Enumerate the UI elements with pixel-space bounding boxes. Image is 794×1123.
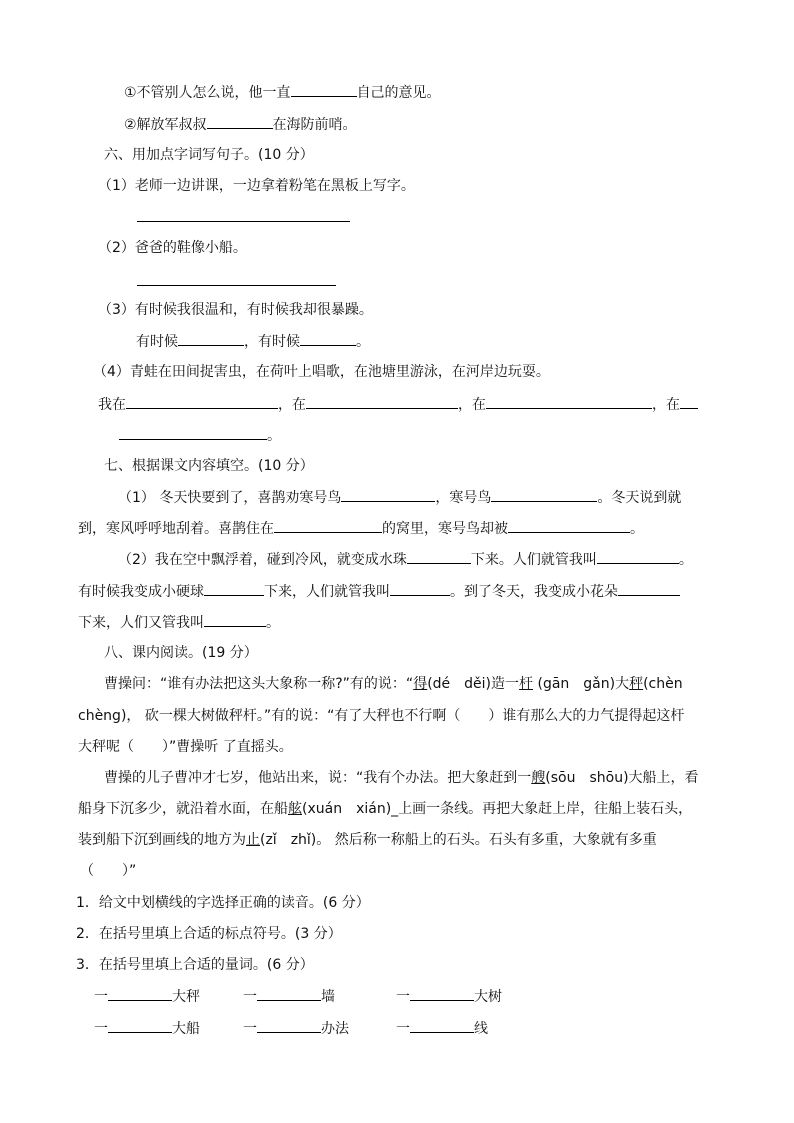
blank[interactable] <box>486 394 652 409</box>
s7-p2-line3: 下来，人们又管我叫 。 <box>78 612 280 633</box>
answer-line[interactable] <box>137 221 350 222</box>
underlined-char: 秤 <box>629 676 644 692</box>
blank[interactable] <box>306 394 458 409</box>
s5-item-2: ②解放军叔叔 在海防前哨。 <box>124 114 357 135</box>
blank[interactable] <box>680 394 698 409</box>
reading-line-6: 装到船下沉到画线的地方为止(zǐ zhǐ)。 然后称一称船上的石头。石头有多重，大象就有多重 <box>78 832 657 848</box>
blank[interactable] <box>257 1018 321 1033</box>
reading-line-1: 曹操问：“谁有办法把这头大象称一称?”有的说：“得(dé děi)造一杆 (gān gǎn)大秤(chèn <box>104 676 683 692</box>
blank[interactable] <box>597 549 679 564</box>
blank[interactable] <box>410 986 474 1001</box>
blank[interactable] <box>491 487 597 502</box>
measure-word-item: 一 线 <box>396 1018 488 1039</box>
s7-p1-line2: 到，寒风呼呼地刮着。喜鹊住在 的窝里，寒号鸟却被 。 <box>78 518 644 539</box>
measure-word-item: 一 大秤 <box>94 986 200 1007</box>
blank[interactable] <box>178 331 244 346</box>
s8-question-3: 3．在括号里填上合适的量词。(6 分） <box>76 957 314 973</box>
section-6-title: 六、用加点字词写句子。(10 分） <box>104 147 314 163</box>
s6-q3: （3）有时候我很温和，有时候我却很暴躁。 <box>98 302 373 318</box>
s8-question-2: 2．在括号里填上合适的标点符号。(3 分） <box>76 926 342 942</box>
reading-line-2: chèng)， 砍一棵大树做秤杆。”有的说：“有了大秤也不行啊（ ）谁有那么大的力气提得起这杆 <box>78 708 685 724</box>
s8-question-1: 1．给文中划横线的字选择正确的读音。(6 分） <box>76 895 370 911</box>
s7-p2-line2: 有时候我变成小硬球 下来，人们就管我叫 。到了冬天，我变成小花朵 <box>78 581 680 602</box>
blank[interactable] <box>257 986 321 1001</box>
blank[interactable] <box>108 986 172 1001</box>
blank[interactable] <box>410 1018 474 1033</box>
blank[interactable] <box>390 581 450 596</box>
blank[interactable] <box>274 518 382 533</box>
s6-q4-answer-cont: 。 <box>119 425 281 446</box>
underlined-char: 舷 <box>288 801 302 817</box>
blank[interactable] <box>119 425 267 440</box>
reading-line-3: 大秤呢（ ）”曹操听 了直摇头。 <box>78 739 293 755</box>
s7-p1-line1: （1） 冬天快要到了，喜鹊劝寒号鸟 ，寒号鸟 。冬天说到就 <box>118 487 681 508</box>
s7-p2-line1: （2）我在空中飘浮着，碰到冷风，就变成水珠 下来。人们就管我叫 。 <box>118 549 693 570</box>
measure-word-item: 一 大树 <box>396 986 502 1007</box>
blank[interactable] <box>291 82 357 97</box>
measure-word-item: 一 墙 <box>243 986 335 1007</box>
section-7-title: 七、根据课文内容填空。(10 分） <box>104 458 314 474</box>
blank[interactable] <box>207 114 273 129</box>
s6-q2: （2）爸爸的鞋像小船。 <box>98 240 247 256</box>
section-8-title: 八、课内阅读。(19 分） <box>104 645 258 661</box>
s6-q4: （4）青蛙在田间捉害虫，在荷叶上唱歌，在池塘里游泳，在河岸边玩耍。 <box>93 364 550 380</box>
reading-line-7: （ ）” <box>80 863 137 879</box>
blank[interactable] <box>204 581 264 596</box>
blank[interactable] <box>508 518 630 533</box>
measure-word-item: 一 办法 <box>243 1018 349 1039</box>
blank[interactable] <box>204 612 266 627</box>
s6-q4-answer: 我在 ，在 ，在 ，在 <box>98 394 698 415</box>
blank[interactable] <box>341 487 435 502</box>
s6-q3-answer: 有时候 ，有时候 。 <box>136 331 370 352</box>
s6-q1: （1）老师一边讲课，一边拿着粉笔在黑板上写字。 <box>98 178 415 194</box>
answer-line[interactable] <box>137 285 336 286</box>
blank[interactable] <box>300 331 356 346</box>
blank[interactable] <box>618 581 680 596</box>
reading-line-4: 曹操的儿子曹冲才七岁，他站出来，说：“我有个办法。把大象赶到一艘(sōu shōu)大船上，看 <box>104 770 699 786</box>
reading-line-5: 船身下沉多少，就沿着水面，在船舷(xuán xián)_上画一条线。再把大象赶上岸，往船上装石头， <box>78 801 693 817</box>
blank[interactable] <box>407 549 471 564</box>
underlined-char: 艘 <box>531 770 546 786</box>
s5-item-1: ①不管别人怎么说，他一直 自己的意见。 <box>124 82 441 103</box>
underlined-char: 止 <box>246 832 260 848</box>
underlined-char: 杆 <box>519 676 534 692</box>
measure-word-item: 一 大船 <box>94 1018 200 1039</box>
underlined-char: 得 <box>413 676 428 692</box>
blank[interactable] <box>126 394 278 409</box>
blank[interactable] <box>108 1018 172 1033</box>
